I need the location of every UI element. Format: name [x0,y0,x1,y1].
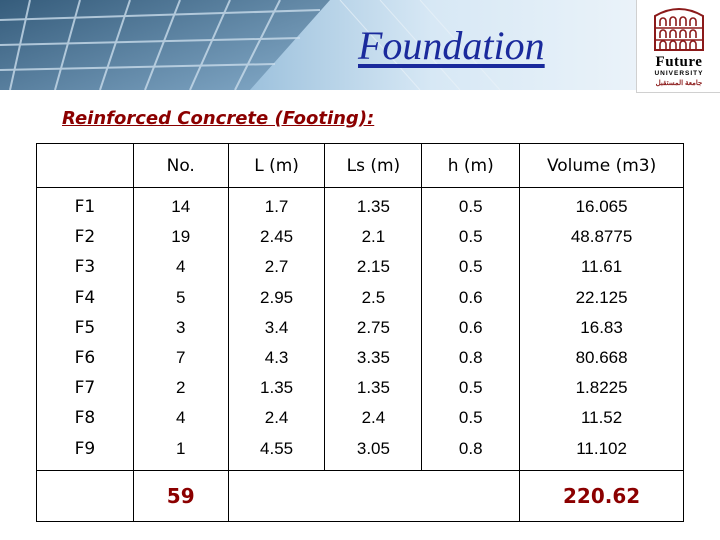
volume-values [520,188,683,464]
no-value: 3 [175,317,186,337]
header-banner [0,0,720,90]
ls-value: 2.75 [356,317,390,337]
volume-column-cell [520,188,684,471]
header-cell [228,144,325,188]
no-value: 4 [175,257,186,277]
page-title: Foundation [358,23,545,68]
university-logo [636,0,720,93]
ls-values [325,188,421,464]
ls-value: 3.35 [356,348,390,368]
col-l-header: L (m) [254,155,299,176]
header-cell [133,144,228,188]
ls-value: 2.15 [356,257,390,277]
ls-value: 1.35 [356,378,390,398]
ls-value: 1.35 [356,197,390,217]
table-body-row [37,188,684,471]
table-header-row [37,144,684,188]
no-value: 4 [175,408,186,428]
footing-name: F9 [74,438,96,459]
footing-name: F6 [74,348,96,369]
ls-value: 3.05 [356,438,390,458]
h-value: 0.5 [458,197,483,217]
table-total-row [37,471,684,522]
h-value: 0.8 [458,348,483,368]
corner-cell [37,144,134,188]
logo-arabic: جامعة المستقبل [655,80,703,87]
footing-name: F2 [74,227,96,248]
footing-name: F4 [74,287,96,308]
footing-name: F1 [74,197,96,218]
l-column-cell [228,188,325,471]
header-cell [325,144,422,188]
footing-name: F8 [74,408,96,429]
l-value: 2.95 [260,287,294,307]
h-column-cell [422,188,520,471]
col-volume-header: Volume (m3) [546,155,657,176]
h-value: 0.5 [458,378,483,398]
h-values [422,188,519,464]
no-value: 19 [171,227,191,247]
total-no: 59 [166,484,195,508]
l-values [229,188,325,464]
h-value: 0.6 [458,287,483,307]
footing-names-cell [37,188,134,471]
h-value: 0.5 [458,257,483,277]
total-volume-cell [520,471,684,522]
ls-column-cell [325,188,422,471]
footing-name: F7 [74,378,96,399]
volume-value: 16.83 [580,317,623,337]
total-label-cell [37,471,134,522]
volume-value: 22.125 [575,287,628,307]
col-no-header: No. [166,155,195,176]
ls-value: 2.1 [361,227,386,247]
header-cell [422,144,520,188]
footing-name: F5 [74,317,96,338]
volume-value: 11.102 [576,438,627,458]
logo-wordmark: Future [655,54,703,70]
no-values [134,188,228,464]
volume-value: 11.52 [580,408,623,428]
total-spacer-cell [228,471,520,522]
l-value: 2.7 [264,257,289,277]
no-value: 14 [171,197,191,217]
volume-value: 1.8225 [575,378,628,398]
colosseum-icon [651,4,707,54]
ls-value: 2.5 [361,287,386,307]
no-value: 7 [175,348,186,368]
volume-value: 48.8775 [570,227,633,247]
header-cell [520,144,684,188]
l-value: 2.4 [264,408,289,428]
volume-value: 16.065 [575,197,628,217]
volume-value: 11.61 [580,257,623,277]
logo-subtitle: UNIVERSITY [654,70,704,77]
l-value: 2.45 [260,227,294,247]
footing-name: F3 [74,257,96,278]
l-value: 1.35 [260,378,294,398]
h-value: 0.5 [458,408,483,428]
l-value: 3.4 [264,317,289,337]
footing-table [36,143,684,522]
col-ls-header: Ls (m) [346,155,401,176]
ls-value: 2.4 [361,408,386,428]
h-value: 0.6 [458,317,483,337]
no-value: 5 [175,287,186,307]
no-value: 2 [175,378,186,398]
total-no-cell [133,471,228,522]
no-value: 1 [175,438,186,458]
footing-names [37,188,133,464]
volume-value: 80.668 [575,348,628,368]
l-value: 1.7 [264,197,289,217]
h-value: 0.5 [458,227,483,247]
l-value: 4.3 [264,348,289,368]
section-subtitle: Reinforced Concrete (Footing): [62,108,375,129]
col-h-header: h (m) [447,155,494,176]
l-value: 4.55 [260,438,294,458]
h-value: 0.8 [458,438,483,458]
total-volume: 220.62 [562,484,641,508]
no-column-cell [133,188,228,471]
